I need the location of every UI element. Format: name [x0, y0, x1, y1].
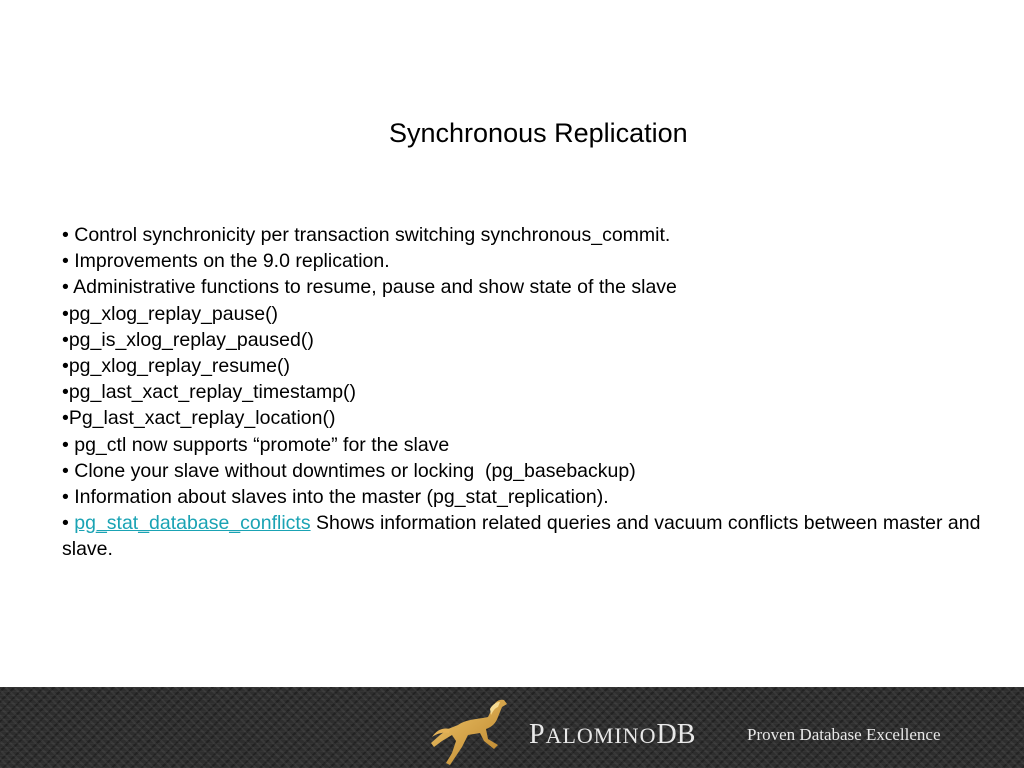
bullet-item: • pg_ctl now supports “promote” for the slave [62, 433, 450, 456]
bullet-item: •pg_is_xlog_replay_paused() [62, 328, 314, 351]
brand-db: DB [656, 719, 696, 750]
pg-stat-database-conflicts-link[interactable]: pg_stat_database_conflicts [74, 512, 311, 535]
brand-tagline: Proven Database Excellence [747, 725, 941, 744]
bullet-item: • Improvements on the 9.0 replication. [62, 250, 390, 273]
bullet-prefix: • [62, 512, 75, 535]
bullet-item: • Administrative functions to resume, pause and show state of the slave [62, 276, 677, 299]
footer-banner [0, 687, 1024, 768]
bullet-item: •pg_xlog_replay_pause() [62, 302, 279, 325]
slide-title: Synchronous Replication [389, 118, 688, 148]
bullet-rest-text: Shows information related queries and vacuum conflicts between master and slave. [62, 512, 981, 561]
bullet-item: •pg_last_xact_replay_timestamp() [62, 381, 357, 404]
bullet-item: • Control synchronicity per transaction switching synchronous_commit. [62, 224, 671, 246]
palomino-horse-logo-icon [428, 695, 510, 768]
bullet-item: • Information about slaves into the master (pg_stat_replication). [62, 486, 609, 509]
bullet-item: • Clone your slave without downtimes or locking (pg_basebackup) [62, 459, 636, 482]
bullet-item-conflicts [62, 510, 992, 562]
bullet-list [62, 222, 992, 563]
brand-initial: P [529, 719, 546, 750]
brand-logo-text [529, 719, 695, 751]
bullet-item: •Pg_last_xact_replay_location() [62, 407, 336, 430]
bullet-item: •pg_xlog_replay_resume() [62, 355, 290, 378]
brand-smallcaps: ALOMINO [545, 723, 657, 748]
